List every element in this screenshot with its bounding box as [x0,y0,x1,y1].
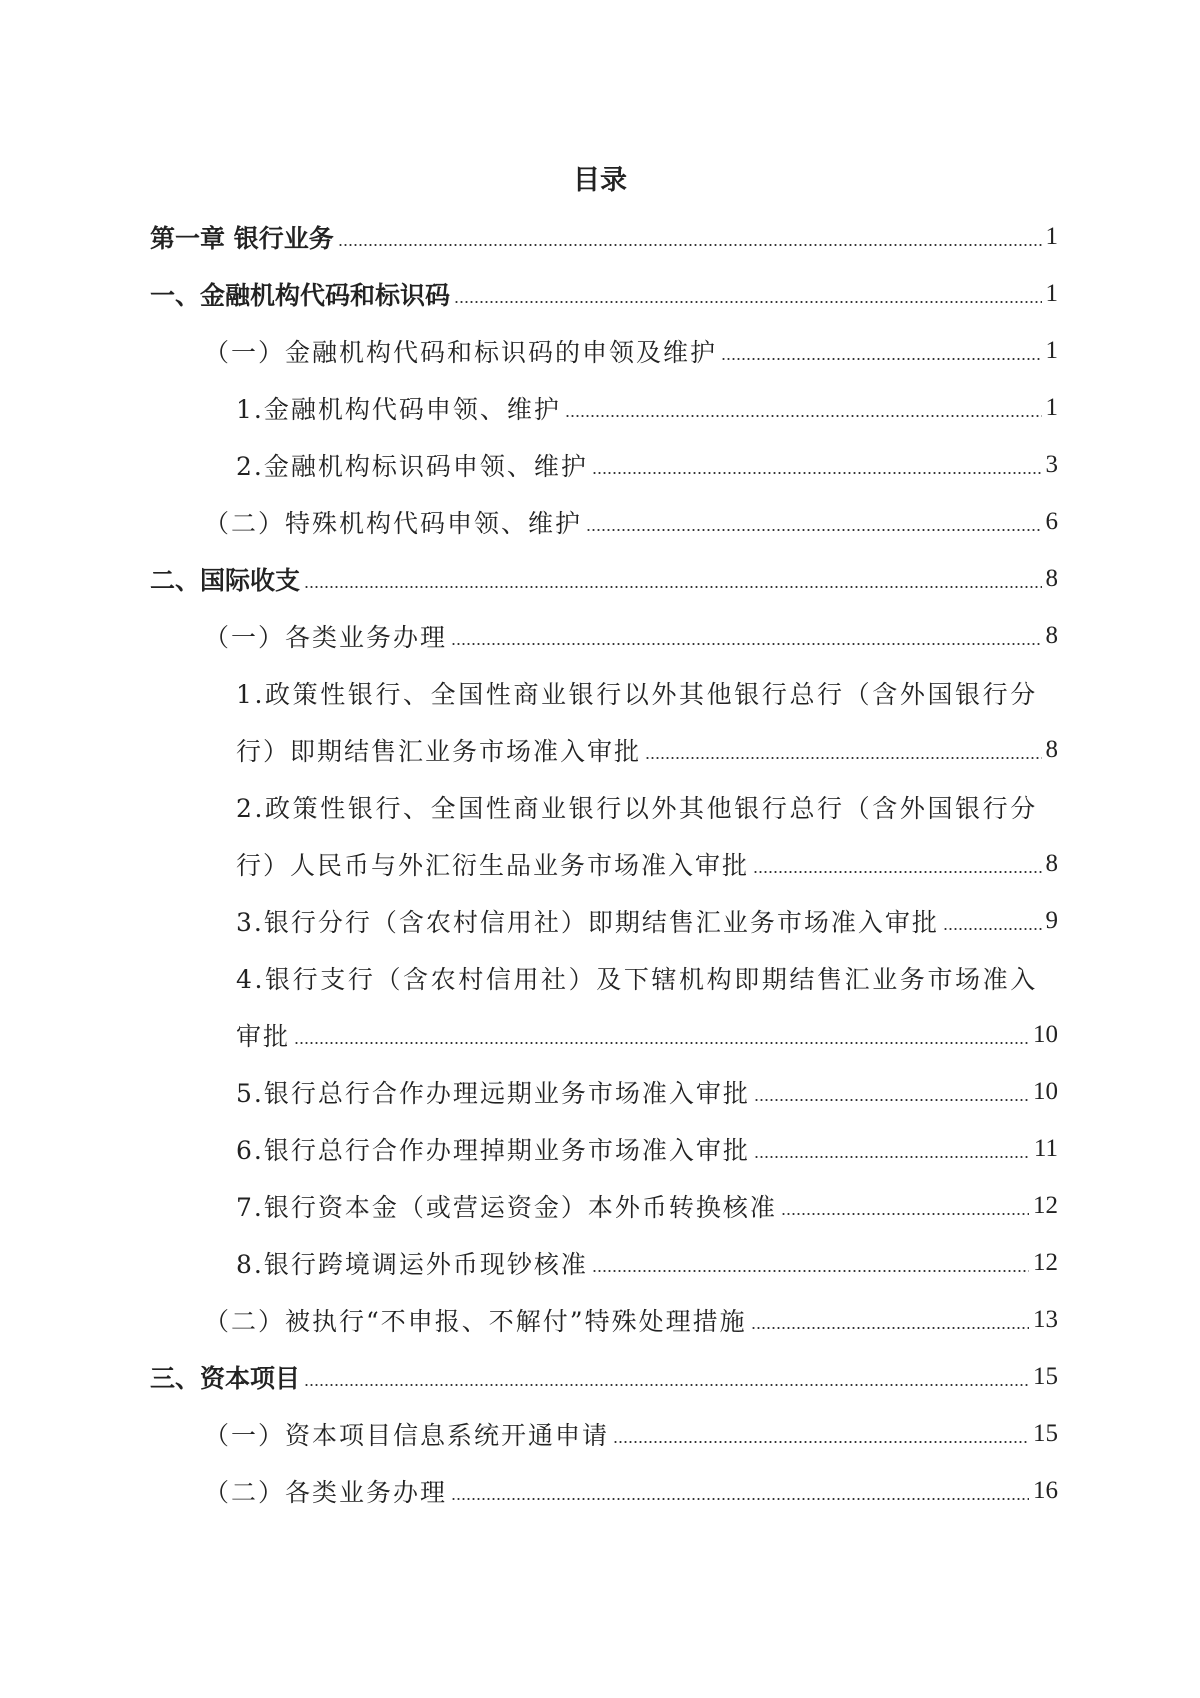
toc-entry[interactable] [150,1234,1058,1291]
toc-entry-text: （二）特殊机构代码申领、维护 [204,508,583,538]
dot-leader [613,1424,1029,1444]
toc-page-number: 10 [1033,1020,1058,1048]
dot-leader [592,455,1042,475]
toc-entry-text: 6.银行总行合作办理掉期业务市场准入审批 [236,1135,750,1165]
dot-leader [338,227,1042,247]
toc-entry[interactable] [150,493,1058,550]
toc-page-number: 1 [1045,222,1058,250]
dot-leader [304,1367,1029,1387]
toc-page-number: 16 [1033,1476,1058,1504]
toc-entry-text: 2.金融机构标识码申领、维护 [236,451,588,481]
toc-page-number: 12 [1033,1248,1058,1276]
dot-leader [454,284,1041,304]
toc-page-number: 1 [1045,393,1058,421]
toc-entry[interactable] [150,778,1058,835]
toc-entry[interactable] [150,208,1058,265]
toc-entry[interactable] [150,892,1058,949]
toc-entry-text: 行）即期结售汇业务市场准入审批 [236,736,642,766]
dot-leader [754,1139,1030,1159]
toc-entry[interactable] [150,550,1058,607]
toc-page-number: 9 [1045,906,1058,934]
toc-entry[interactable] [150,265,1058,322]
toc-page-number: 8 [1045,849,1058,877]
toc-entry[interactable] [150,1120,1058,1177]
toc-entry-text: 2.政策性银行、全国性商业银行以外其他银行总行（含外国银行分 [236,793,1038,823]
toc-entry-text: 三、资本项目 [150,1363,301,1393]
toc-page-number: 6 [1045,507,1058,535]
toc-entry[interactable] [150,1291,1058,1348]
toc-entry[interactable] [150,436,1058,493]
toc-entry[interactable] [150,1348,1058,1405]
dot-leader [943,911,1042,931]
toc-entry[interactable] [150,835,1058,892]
toc-entry[interactable] [150,949,1058,1006]
toc-entry[interactable] [150,379,1058,436]
toc-entry[interactable] [150,1405,1058,1462]
toc-entry-text: 3.银行分行（含农村信用社）即期结售汇业务市场准入审批 [236,907,939,937]
toc-entry-text: 8.银行跨境调运外币现钞核准 [236,1249,588,1279]
dot-leader [753,854,1041,874]
dot-leader [294,1025,1029,1045]
toc-entry-text: 5.银行总行合作办理远期业务市场准入审批 [236,1078,750,1108]
dot-leader [721,341,1041,361]
table-of-contents [150,208,1058,1519]
dot-leader [751,1310,1029,1330]
dot-leader [451,1481,1029,1501]
dot-leader [451,626,1041,646]
toc-entry-text: 行）人民币与外汇衍生品业务市场准入审批 [236,850,750,880]
toc-entry-text: 二、国际收支 [150,565,301,595]
dot-leader [645,740,1041,760]
toc-entry-text: 1.金融机构代码申领、维护 [236,394,561,424]
toc-page-number: 15 [1033,1362,1058,1390]
toc-page-number: 11 [1033,1134,1058,1162]
toc-entry-text: 第一章 银行业务 [150,223,334,253]
toc-entry[interactable] [150,1063,1058,1120]
toc-entry[interactable] [150,322,1058,379]
toc-entry[interactable] [150,664,1058,721]
toc-entry-text: （二）各类业务办理 [204,1477,448,1507]
toc-entry-text: 一、金融机构代码和标识码 [150,280,451,310]
toc-page-number: 8 [1045,735,1058,763]
dot-leader [592,1253,1029,1273]
toc-entry[interactable] [150,1006,1058,1063]
toc-entry[interactable] [150,607,1058,664]
toc-entry-text: 1.政策性银行、全国性商业银行以外其他银行总行（含外国银行分 [236,679,1038,709]
toc-entry[interactable] [150,1462,1058,1519]
toc-page-number: 10 [1033,1077,1058,1105]
toc-entry-text: （二）被执行“不申报、不解付”特殊处理措施 [204,1306,747,1336]
toc-page-number: 1 [1045,336,1058,364]
toc-page-number: 1 [1045,279,1058,307]
toc-title: 目录 [573,165,627,196]
toc-entry-text: （一）资本项目信息系统开通申请 [204,1420,610,1450]
toc-page-number: 8 [1045,621,1058,649]
toc-entry-text: 审批 [236,1021,291,1051]
dot-leader [586,512,1041,532]
toc-entry-text: 7.银行资本金（或营运资金）本外币转换核准 [236,1192,777,1222]
toc-page-number: 8 [1045,564,1058,592]
toc-entry[interactable] [150,1177,1058,1234]
toc-entry-text: （一）各类业务办理 [204,622,448,652]
dot-leader [304,569,1041,589]
toc-page-number: 12 [1033,1191,1058,1219]
toc-page-number: 3 [1045,450,1058,478]
toc-entry[interactable] [150,721,1058,778]
toc-entry-text: 4.银行支行（含农村信用社）及下辖机构即期结售汇业务市场准入 [236,964,1038,994]
dot-leader [781,1196,1029,1216]
toc-entry-text: （一）金融机构代码和标识码的申领及维护 [204,337,718,367]
toc-page-number: 13 [1033,1305,1058,1333]
dot-leader [754,1082,1029,1102]
toc-page-number: 15 [1033,1419,1058,1447]
dot-leader [565,398,1042,418]
